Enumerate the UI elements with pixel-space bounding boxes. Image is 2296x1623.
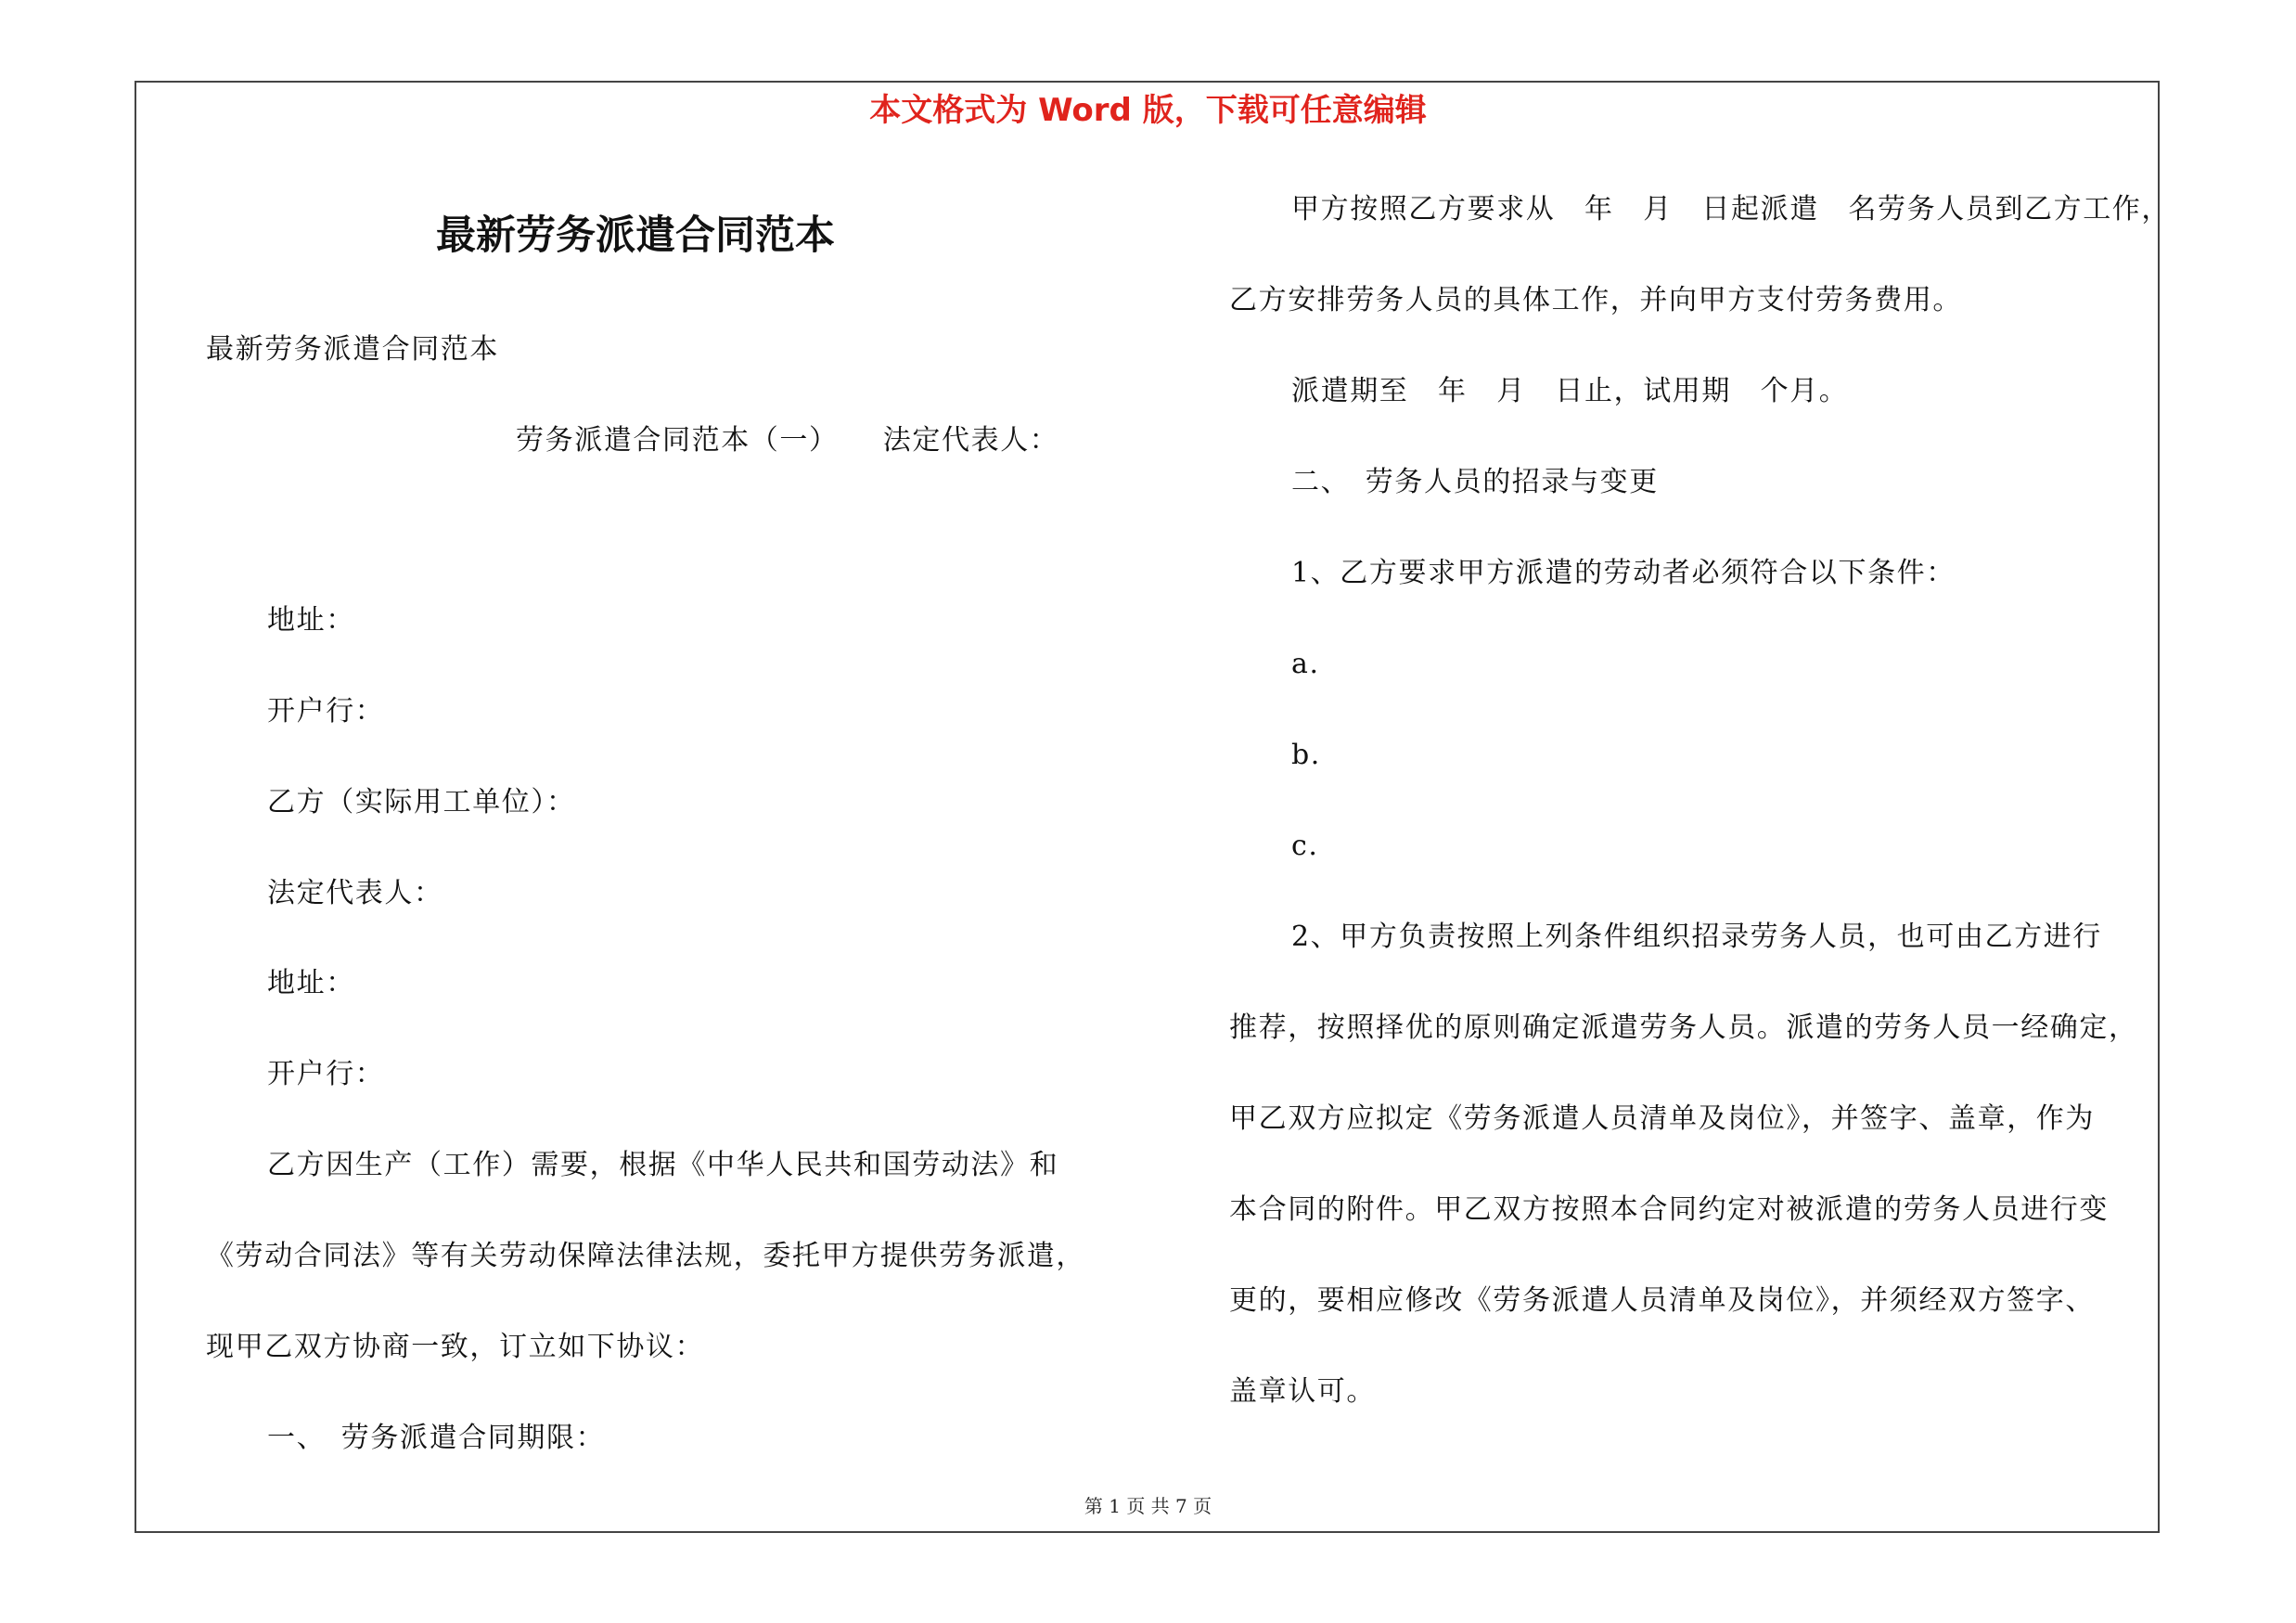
left-line-address-2: 地址： bbox=[267, 967, 355, 999]
right-line-section-2: 二、 劳务人员的招录与变更 bbox=[1291, 466, 1659, 498]
left-line-paragraph-2: 《劳动合同法》等有关劳动保障法律法规，委托甲方提供劳务派遣， bbox=[206, 1240, 1085, 1272]
right-line-item-a: a. bbox=[1291, 648, 1320, 680]
right-line-paragraph-4: 本合同的附件。甲乙双方按照本合同约定对被派遣的劳务人员进行变 bbox=[1229, 1193, 2109, 1226]
left-line-bank-2: 开户行： bbox=[267, 1058, 385, 1090]
format-banner: 本文格式为 Word 版，下载可任意编辑 bbox=[869, 92, 1427, 129]
left-line-subtitle: 最新劳务派遣合同范本 bbox=[206, 333, 499, 366]
right-line-paragraph-5: 更的，要相应修改《劳务派遣人员清单及岗位》，并须经双方签字、 bbox=[1229, 1284, 2095, 1317]
left-line-section-1: 一、 劳务派遣合同期限： bbox=[267, 1422, 606, 1454]
right-line-2: 乙方安排劳务人员的具体工作，并向甲方支付劳务费用。 bbox=[1229, 284, 1962, 316]
left-line-address: 地址： bbox=[267, 604, 355, 637]
left-line-paragraph-3: 现甲乙双方协商一致，订立如下协议： bbox=[206, 1331, 705, 1363]
page-number: 第 1 页 共 7 页 bbox=[1084, 1495, 1212, 1517]
left-line-paragraph-1: 乙方因生产（工作）需要，根据《中华人民共和国劳动法》和 bbox=[267, 1149, 1059, 1181]
left-line-party-b: 乙方（实际用工单位）： bbox=[267, 786, 576, 818]
right-line-1: 甲方按照乙方要求从 年 月 日起派遣 名劳务人员到乙方工作， bbox=[1291, 193, 2171, 225]
right-line-item-b: b. bbox=[1291, 739, 1321, 771]
right-line-paragraph-2: 推荐，按照择优的原则确定派遣劳务人员。派遣的劳务人员一经确定， bbox=[1229, 1011, 2138, 1044]
left-line-legal-rep: 法定代表人： bbox=[267, 877, 443, 909]
right-line-conditions: 1、乙方要求甲方派遣的劳动者必须符合以下条件： bbox=[1291, 557, 1956, 589]
left-line-contract-heading: 劳务派遣合同范本（一） 法定代表人： bbox=[516, 424, 1059, 457]
right-line-item-c: c. bbox=[1291, 830, 1319, 862]
right-line-paragraph-6: 盖章认可。 bbox=[1229, 1375, 1376, 1408]
document-title: 最新劳务派遣合同范本 bbox=[436, 213, 835, 259]
right-line-paragraph-3: 甲乙双方应拟定《劳务派遣人员清单及岗位》，并签字、盖章，作为 bbox=[1229, 1102, 2095, 1135]
left-line-bank: 开户行： bbox=[267, 695, 385, 728]
right-line-3: 派遣期至 年 月 日止，试用期 个月。 bbox=[1291, 375, 1849, 407]
right-line-paragraph-1: 2、甲方负责按照上列条件组织招录劳务人员，也可由乙方进行 bbox=[1291, 921, 2102, 953]
